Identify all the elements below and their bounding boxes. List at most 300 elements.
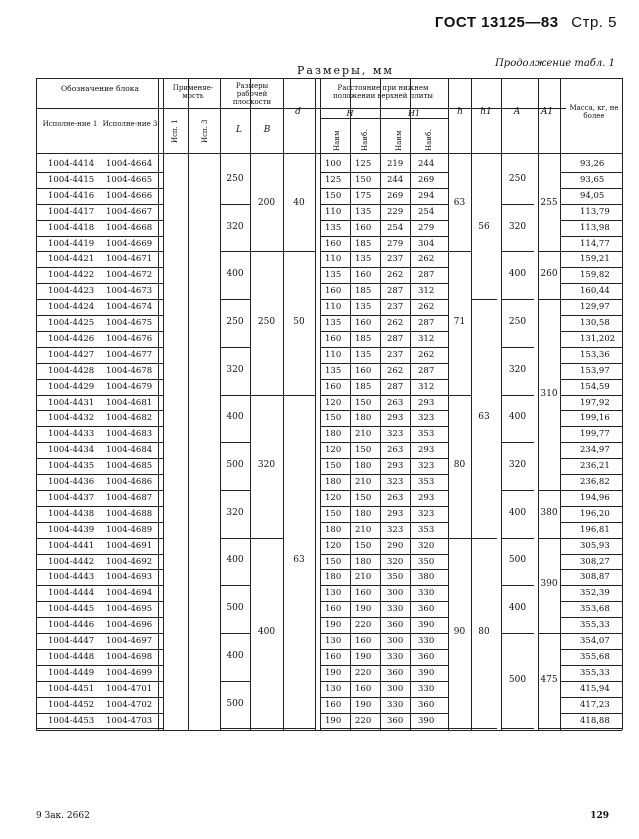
- mass-value: 355,68: [580, 651, 610, 662]
- H-max: 220: [355, 620, 372, 631]
- A1-value: 255: [540, 197, 558, 208]
- rule: [501, 347, 534, 348]
- standard-designation: [435, 14, 617, 31]
- L-value: 400: [226, 269, 244, 280]
- rule: [501, 490, 534, 491]
- designation-v1: 1004-4444: [48, 588, 95, 599]
- H1-max: 244: [418, 159, 435, 169]
- header-H: H: [346, 109, 354, 118]
- designation-v3: 1004-4682: [106, 413, 153, 424]
- rule: [448, 395, 471, 396]
- H1-max: 360: [418, 699, 435, 710]
- header-H-min: Наим: [333, 130, 341, 151]
- mass-value: 199,16: [580, 413, 610, 424]
- H-min: 150: [325, 508, 342, 519]
- rule: [36, 153, 622, 154]
- H1-min: 300: [387, 636, 404, 646]
- L-value: 500: [226, 603, 244, 614]
- B-value: 200: [257, 197, 276, 208]
- designation-v3: 1004-4665: [106, 174, 153, 185]
- H1-min: 263: [387, 492, 404, 503]
- H-max: 210: [355, 477, 372, 487]
- mass-value: 308,87: [580, 572, 610, 583]
- designation-v1: 1004-4435: [48, 461, 95, 472]
- H-min: 130: [325, 588, 342, 599]
- designation-v1: 1004-4418: [48, 222, 95, 233]
- rule: [220, 633, 250, 634]
- H-min: 160: [325, 604, 342, 615]
- H-max: 180: [355, 413, 372, 424]
- H-min: 190: [325, 715, 342, 726]
- H1-min: 262: [387, 365, 404, 376]
- H1-max: 287: [418, 318, 435, 328]
- mass-value: 196,20: [580, 508, 610, 519]
- designation-v1: 1004-4442: [48, 556, 95, 567]
- header-H1-min: Наим: [395, 130, 403, 151]
- H-min: 120: [325, 540, 342, 551]
- rule: [163, 78, 164, 730]
- H1-max: 330: [418, 683, 435, 694]
- A-value: 400: [508, 603, 527, 614]
- H-min: 120: [325, 492, 342, 503]
- mass-value: 114,77: [580, 238, 610, 249]
- designation-v3: 1004-4674: [106, 302, 153, 313]
- rule: [501, 204, 534, 205]
- H-min: 160: [325, 651, 342, 662]
- rule: [471, 728, 497, 729]
- h-value: 80: [453, 460, 466, 471]
- H-min: 110: [325, 349, 342, 360]
- designation-v1: 1004-4439: [48, 524, 95, 535]
- rule: [220, 347, 250, 348]
- H1-min: 269: [387, 190, 404, 201]
- B-value: 320: [257, 460, 276, 471]
- H-min: 190: [325, 620, 342, 631]
- header-A: A: [513, 107, 521, 117]
- designation-v3: 1004-4692: [106, 556, 153, 567]
- rule: [250, 395, 283, 396]
- designation-v1: 1004-4446: [48, 620, 95, 631]
- mass-value: 418,88: [580, 715, 610, 726]
- h-value: 63: [453, 197, 466, 208]
- designation-v3: 1004-4694: [106, 588, 153, 599]
- H1-max: 390: [418, 715, 435, 726]
- h1-value: 63: [478, 412, 490, 423]
- H1-max: 323: [418, 461, 435, 472]
- H1-max: 262: [418, 349, 435, 360]
- H-min: 135: [325, 270, 342, 281]
- H-min: 180: [325, 524, 342, 535]
- rule: [501, 633, 534, 634]
- mass-value: 353,68: [580, 604, 610, 615]
- rule: [501, 728, 534, 729]
- rule: [188, 78, 189, 730]
- H1-min: 360: [387, 620, 404, 631]
- H-min: 110: [325, 206, 342, 217]
- rule: [448, 728, 471, 729]
- designation-v3: 1004-4698: [106, 651, 153, 662]
- rule: [320, 728, 448, 729]
- header-d: d: [295, 107, 301, 117]
- L-value: 250: [226, 173, 244, 184]
- designation-v3: 1004-4677: [106, 349, 153, 360]
- designation-v3: 1004-4666: [106, 190, 153, 201]
- rule: [501, 585, 534, 586]
- H1-min: 237: [387, 349, 404, 360]
- designation-v3: 1004-4664: [106, 159, 153, 169]
- mass-value: 352,39: [580, 588, 610, 599]
- H-max: 180: [355, 461, 372, 472]
- rule: [501, 538, 534, 539]
- mass-value: 355,33: [580, 667, 610, 678]
- H1-min: 279: [387, 238, 404, 249]
- mass-value: 236,21: [580, 461, 610, 472]
- rule: [220, 299, 250, 300]
- H1-min: 360: [387, 667, 404, 678]
- mass-value: 153,36: [580, 349, 610, 360]
- H-min: 135: [325, 222, 342, 233]
- designation-v3: 1004-4672: [106, 270, 153, 281]
- rule: [36, 78, 622, 79]
- designation-v3: 1004-4691: [106, 540, 153, 551]
- mass-value: 415,94: [580, 683, 610, 694]
- H1-max: 293: [418, 397, 435, 408]
- H-max: 135: [355, 206, 372, 217]
- H-min: 150: [325, 461, 342, 472]
- H1-max: 294: [418, 190, 435, 201]
- rule: [315, 78, 316, 730]
- designation-v1: 1004-4438: [48, 508, 95, 519]
- designation-v3: 1004-4701: [106, 683, 153, 694]
- header-H1-max: Наиб.: [425, 129, 433, 151]
- rule: [448, 251, 471, 252]
- A-value: 320: [508, 221, 527, 232]
- rule: [471, 299, 497, 300]
- rule: [501, 251, 534, 252]
- H-min: 130: [325, 636, 342, 646]
- header-L: L: [236, 125, 242, 135]
- L-value: 400: [226, 555, 244, 566]
- H1-max: 353: [418, 477, 435, 487]
- designation-v3: 1004-4693: [106, 572, 153, 583]
- mass-value: 129,97: [580, 302, 610, 313]
- A1-value: 390: [540, 579, 558, 590]
- H-max: 160: [355, 222, 372, 233]
- H1-max: 380: [418, 572, 435, 583]
- designation-v1: 1004-4423: [48, 286, 95, 297]
- H-max: 185: [355, 333, 372, 344]
- H-min: 160: [325, 699, 342, 710]
- d-value: 50: [293, 316, 305, 327]
- header-work-surface: Размеры рабочей плоскости: [232, 82, 272, 106]
- header-H-max: Наиб.: [361, 129, 369, 151]
- designation-v3: 1004-4668: [106, 222, 153, 233]
- H1-min: 323: [387, 477, 404, 487]
- H-min: 160: [325, 381, 342, 392]
- H1-min: 219: [387, 159, 404, 169]
- H1-max: 262: [418, 302, 435, 313]
- designation-v1: 1004-4447: [48, 636, 95, 646]
- designation-v3: 1004-4681: [106, 397, 153, 408]
- designation-v1: 1004-4448: [48, 651, 95, 662]
- rule: [220, 728, 250, 729]
- designation-v1: 1004-4416: [48, 190, 95, 201]
- H1-max: 312: [418, 333, 435, 344]
- rule: [283, 395, 315, 396]
- d-value: 40: [293, 197, 305, 208]
- mass-value: 196,81: [580, 524, 610, 535]
- header-A1: A1: [540, 107, 554, 117]
- H1-min: 262: [387, 270, 404, 281]
- rule: [622, 78, 623, 730]
- designation-v1: 1004-4452: [48, 699, 95, 710]
- designation-v1: 1004-4424: [48, 302, 95, 313]
- H-max: 150: [355, 397, 372, 408]
- H-max: 150: [355, 540, 372, 551]
- H1-max: 287: [418, 270, 435, 281]
- designation-v3: 1004-4697: [106, 636, 153, 646]
- header-h: h: [457, 107, 463, 117]
- H-min: 150: [325, 556, 342, 567]
- H-min: 180: [325, 429, 342, 440]
- H1-max: 279: [418, 222, 435, 233]
- H-max: 160: [355, 683, 372, 694]
- mass-value: 153,97: [580, 365, 610, 376]
- mass-value: 154,59: [580, 381, 610, 392]
- H-max: 190: [355, 651, 372, 662]
- H1-max: 323: [418, 508, 435, 519]
- H1-min: 262: [387, 318, 404, 328]
- mass-value: 234,97: [580, 445, 610, 456]
- header-isp3: Исп. 3: [201, 119, 209, 143]
- H1-min: 287: [387, 286, 404, 297]
- H1-min: 323: [387, 524, 404, 535]
- designation-v3: 1004-4684: [106, 445, 153, 456]
- rule: [538, 490, 560, 491]
- mass-value: 355,33: [580, 620, 610, 631]
- A-value: 250: [508, 173, 527, 184]
- rule: [220, 442, 250, 443]
- mass-value: 308,27: [580, 556, 610, 567]
- H-min: 130: [325, 683, 342, 694]
- page-number: 129: [590, 811, 609, 821]
- rule: [36, 728, 163, 729]
- H1-min: 360: [387, 715, 404, 726]
- H-min: 125: [325, 174, 342, 185]
- mass-value: 236,82: [580, 477, 610, 487]
- designation-v1: 1004-4419: [48, 238, 95, 249]
- H1-max: 304: [418, 238, 435, 249]
- mass-value: 159,82: [580, 270, 610, 281]
- header-h1: h1: [480, 107, 492, 117]
- H1-min: 293: [387, 508, 404, 519]
- H1-max: 254: [418, 206, 435, 217]
- H1-max: 360: [418, 651, 435, 662]
- designation-v3: 1004-4671: [106, 254, 153, 265]
- rule: [538, 633, 560, 634]
- H-max: 125: [355, 159, 372, 169]
- L-value: 250: [226, 316, 244, 327]
- designation-v1: 1004-4422: [48, 270, 95, 281]
- H1-min: 263: [387, 397, 404, 408]
- rule: [501, 442, 534, 443]
- H-max: 210: [355, 524, 372, 535]
- L-value: 400: [226, 650, 244, 661]
- H-min: 110: [325, 254, 342, 265]
- H-max: 150: [355, 174, 372, 185]
- H-min: 120: [325, 445, 342, 456]
- mass-value: 194,96: [580, 492, 610, 503]
- H1-min: 300: [387, 683, 404, 694]
- rule: [320, 108, 448, 109]
- rule: [250, 251, 283, 252]
- H-max: 135: [355, 302, 372, 313]
- H1-min: 237: [387, 302, 404, 313]
- footer-order: 9 Зак. 2662: [36, 811, 90, 821]
- H1-min: 350: [387, 572, 404, 583]
- H-max: 150: [355, 445, 372, 456]
- designation-v1: 1004-4453: [48, 715, 95, 726]
- rule: [471, 538, 497, 539]
- designation-v1: 1004-4451: [48, 683, 95, 694]
- rule: [320, 118, 448, 119]
- A-value: 250: [508, 316, 527, 327]
- designation-v1: 1004-4434: [48, 445, 95, 456]
- h1-value: 80: [478, 627, 490, 637]
- H1-max: 320: [418, 540, 435, 551]
- L-value: 320: [226, 507, 244, 518]
- H1-max: 287: [418, 365, 435, 376]
- H1-max: 312: [418, 381, 435, 392]
- designation-v1: 1004-4437: [48, 492, 95, 503]
- rule: [501, 395, 534, 396]
- H1-min: 323: [387, 429, 404, 440]
- designation-v1: 1004-4431: [48, 397, 95, 408]
- H1-max: 350: [418, 556, 435, 567]
- B-value: 250: [257, 316, 276, 327]
- rule: [36, 730, 622, 731]
- mass-value: 354,07: [580, 636, 610, 646]
- header-isp1: Исп. 1: [171, 119, 179, 143]
- H1-min: 287: [387, 381, 404, 392]
- H1-max: 353: [418, 524, 435, 535]
- H-max: 135: [355, 349, 372, 360]
- rule: [448, 538, 471, 539]
- H1-min: 330: [387, 699, 404, 710]
- A-value: 320: [508, 460, 527, 471]
- H1-min: 287: [387, 333, 404, 344]
- rule: [220, 681, 250, 682]
- designation-v3: 1004-4685: [106, 461, 153, 472]
- rule: [283, 251, 315, 252]
- mass-value: 417,23: [580, 699, 610, 710]
- designation-v3: 1004-4695: [106, 604, 153, 615]
- H1-max: 269: [418, 174, 435, 185]
- A1-value: 475: [540, 674, 558, 685]
- header-applicability: Применяе-мость: [172, 84, 214, 100]
- H1-min: 237: [387, 254, 404, 265]
- standard-number: ГОСТ 13125—83: [434, 14, 559, 31]
- rule: [220, 490, 250, 491]
- H-max: 180: [355, 508, 372, 519]
- designation-v3: 1004-4679: [106, 381, 153, 392]
- H-max: 135: [355, 254, 372, 265]
- L-value: 400: [226, 412, 244, 423]
- rule: [220, 538, 250, 539]
- H-max: 190: [355, 699, 372, 710]
- d-value: 63: [293, 555, 305, 566]
- designation-v1: 1004-4432: [48, 413, 95, 424]
- designation-v3: 1004-4673: [106, 286, 153, 297]
- H-max: 190: [355, 604, 372, 615]
- continuation-note: Продолжение табл. 1: [495, 58, 615, 69]
- H-max: 185: [355, 238, 372, 249]
- designation-v1: 1004-4421: [48, 254, 95, 265]
- h-value: 71: [453, 316, 466, 327]
- designation-v1: 1004-4427: [48, 349, 95, 360]
- H1-max: 330: [418, 588, 435, 599]
- H1-max: 360: [418, 604, 435, 615]
- header-distance: Расстояние при нижнем положении верхней плиты: [333, 84, 433, 100]
- rule: [220, 251, 250, 252]
- H-max: 160: [355, 588, 372, 599]
- mass-value: 197,92: [580, 397, 610, 408]
- rule: [283, 728, 315, 729]
- rule: [560, 728, 622, 729]
- H1-min: 290: [387, 540, 404, 551]
- H-max: 180: [355, 556, 372, 567]
- designation-v3: 1004-4702: [106, 699, 153, 710]
- L-value: 320: [226, 364, 244, 375]
- H-max: 210: [355, 572, 372, 583]
- L-value: 500: [226, 698, 244, 709]
- rule: [538, 251, 560, 252]
- H-min: 160: [325, 286, 342, 297]
- h1-value: 56: [478, 221, 490, 232]
- designation-v1: 1004-4414: [48, 159, 95, 169]
- H-max: 210: [355, 429, 372, 440]
- designation-v1: 1004-4417: [48, 206, 95, 217]
- designation-v3: 1004-4675: [106, 318, 153, 328]
- designation-v1: 1004-4443: [48, 572, 95, 583]
- A-value: 400: [508, 412, 527, 423]
- H-min: 180: [325, 572, 342, 583]
- H1-max: 390: [418, 667, 435, 678]
- rule: [220, 395, 250, 396]
- H-min: 100: [325, 159, 342, 169]
- H1-max: 293: [418, 445, 435, 456]
- A1-value: 260: [540, 269, 558, 280]
- mass-value: 94,05: [580, 190, 605, 201]
- designation-v1: 1004-4415: [48, 174, 95, 185]
- rule: [250, 728, 283, 729]
- H-min: 180: [325, 477, 342, 487]
- H-min: 135: [325, 365, 342, 376]
- designation-v1: 1004-4445: [48, 604, 95, 615]
- designation-v3: 1004-4696: [106, 620, 153, 631]
- A-value: 320: [508, 364, 527, 375]
- mass-value: 305,93: [580, 540, 610, 551]
- H-min: 110: [325, 302, 342, 313]
- mass-value: 159,21: [580, 254, 610, 265]
- header-B: B: [263, 125, 271, 135]
- A-value: 400: [508, 507, 527, 518]
- rule: [250, 538, 283, 539]
- H-min: 150: [325, 190, 342, 201]
- H1-max: 293: [418, 492, 435, 503]
- designation-v1: 1004-4426: [48, 333, 95, 344]
- mass-value: 113,79: [580, 206, 610, 217]
